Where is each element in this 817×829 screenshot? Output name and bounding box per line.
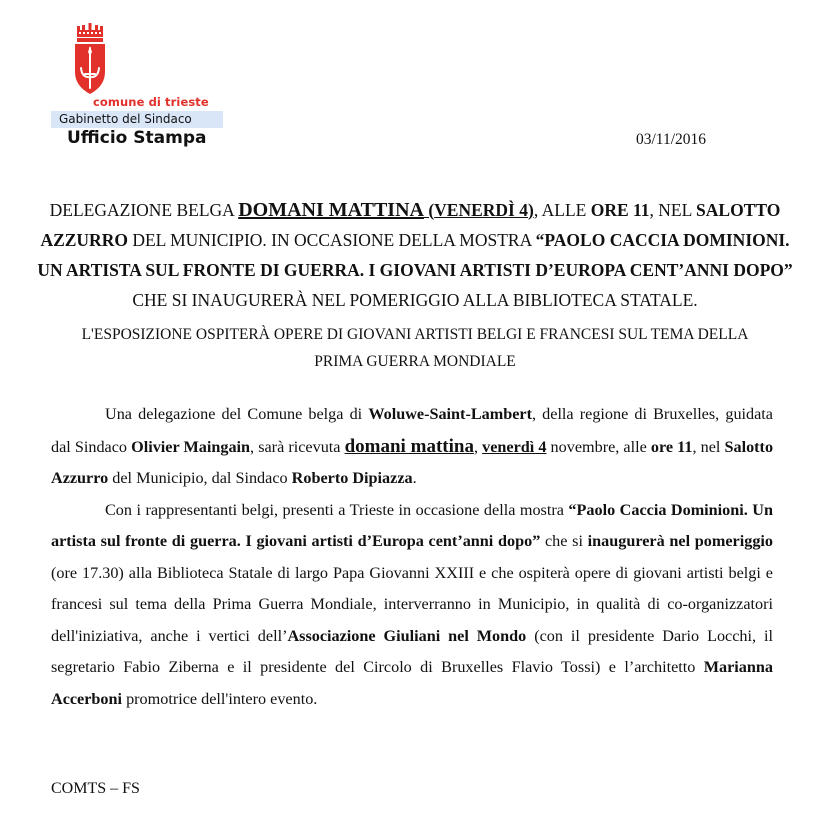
body-text: promotrice dell'intero evento. xyxy=(122,689,318,708)
gabinetto-label: Gabinetto del Sindaco xyxy=(51,111,223,128)
body-text: del Municipio, dal Sindaco xyxy=(108,469,292,487)
body-emphasis: inaugurerà nel pomeriggio xyxy=(587,532,774,550)
document-date: 03/11/2016 xyxy=(636,131,707,148)
subheadline-line: L'ESPOSIZIONE OSPITERÀ OPERE DI GIOVANI ARTISTI BELGI E FRANCESI SUL TEMA DELLA xyxy=(81,326,749,343)
body-emphasis: Roberto Dipiazza xyxy=(291,469,413,487)
body-emphasis: Salotto Azzurro xyxy=(51,437,774,487)
comune-label: comune di trieste xyxy=(93,95,209,109)
headline-text: DELEGAZIONE BELGA xyxy=(49,200,239,220)
body-text: novembre, alle xyxy=(546,437,651,456)
headline-text: CHE SI INAUGURERÀ NEL POMERIGGIO ALLA BIBLIOTECA STATALE. xyxy=(132,290,698,310)
body-paragraph xyxy=(51,399,773,495)
body-text: . xyxy=(412,469,417,487)
press-release-body xyxy=(51,399,773,715)
body-emphasis: Woluwe-Saint-Lambert xyxy=(368,405,532,423)
headline-text: , ALLE xyxy=(533,200,591,220)
body-text: che si xyxy=(540,532,588,550)
body-emphasis: ore 11 xyxy=(650,437,693,456)
headline-exhibition-title: “PAOLO CACCIA DOMINIONI. UN ARTISTA SUL FRONTE DI GUERRA. I GIOVANI ARTISTI D’EUROPA CENT’ANNI DOPO” xyxy=(37,230,793,280)
body-emphasis: Olivier Maingain xyxy=(131,437,251,456)
body-text: Con i rappresentanti belgi, presenti a Trieste in occasione della mostra xyxy=(105,500,569,519)
body-text: , xyxy=(473,437,483,456)
body-text: , nel xyxy=(692,437,725,456)
body-text: Una delegazione del Comune belga di xyxy=(105,405,369,423)
trieste-coat-of-arms-icon xyxy=(60,22,120,97)
body-emphasis: venerdì 4 xyxy=(482,437,547,456)
headline xyxy=(30,195,800,315)
body-text: , sarà ricevuta xyxy=(250,437,345,456)
body-emphasis: domani mattina xyxy=(344,435,474,457)
body-text: , della regione di Bruxelles, guidata dal Sindaco xyxy=(51,405,773,456)
headline-emphasis: VENERDÌ 4 xyxy=(434,200,528,220)
headline-emphasis xyxy=(424,200,534,220)
headline-emphasis: ORE 11 xyxy=(590,200,650,220)
ufficio-stampa-label: Ufficio Stampa xyxy=(67,128,207,148)
headline-text: ) xyxy=(528,200,534,220)
headline-emphasis: DOMANI MATTINA xyxy=(238,199,424,221)
body-text: (ore 17.30) alla Biblioteca Statale di largo Papa Giovanni XXIII e che ospiterà opere di giovani artisti belgi e francesi sul tema della Prima Guerra Mondiale, interverranno in Municipio, in qualità di co-organizzatori dell'iniziativa, anche i vertici dell’ xyxy=(51,563,773,645)
body-emphasis: Marianna Accerboni xyxy=(51,658,773,708)
subheadline xyxy=(30,321,800,375)
headline-text: , NEL xyxy=(649,200,697,220)
headline-text: ( xyxy=(423,200,435,220)
body-exhibition-title: “Paolo Caccia Dominioni. Un artista sul fronte di guerra. I giovani artisti d’Europa cent’anni dopo” xyxy=(51,500,773,550)
body-emphasis: Associazione Giuliani nel Mondo xyxy=(287,626,527,645)
headline-text: DEL MUNICIPIO. IN OCCASIONE DELLA MOSTRA xyxy=(127,230,536,250)
headline-emphasis: SALOTTO AZZURRO xyxy=(40,200,781,250)
subheadline-line: PRIMA GUERRA MONDIALE xyxy=(314,353,516,370)
body-paragraph xyxy=(51,495,773,716)
body-text: (con il presidente Dario Locchi, il segretario Fabio Ziberna e il presidente del Circolo di Bruxelles Flavio Tossi) e l’architetto xyxy=(51,626,773,676)
letterhead xyxy=(0,0,817,170)
signature: COMTS – FS xyxy=(51,780,140,797)
